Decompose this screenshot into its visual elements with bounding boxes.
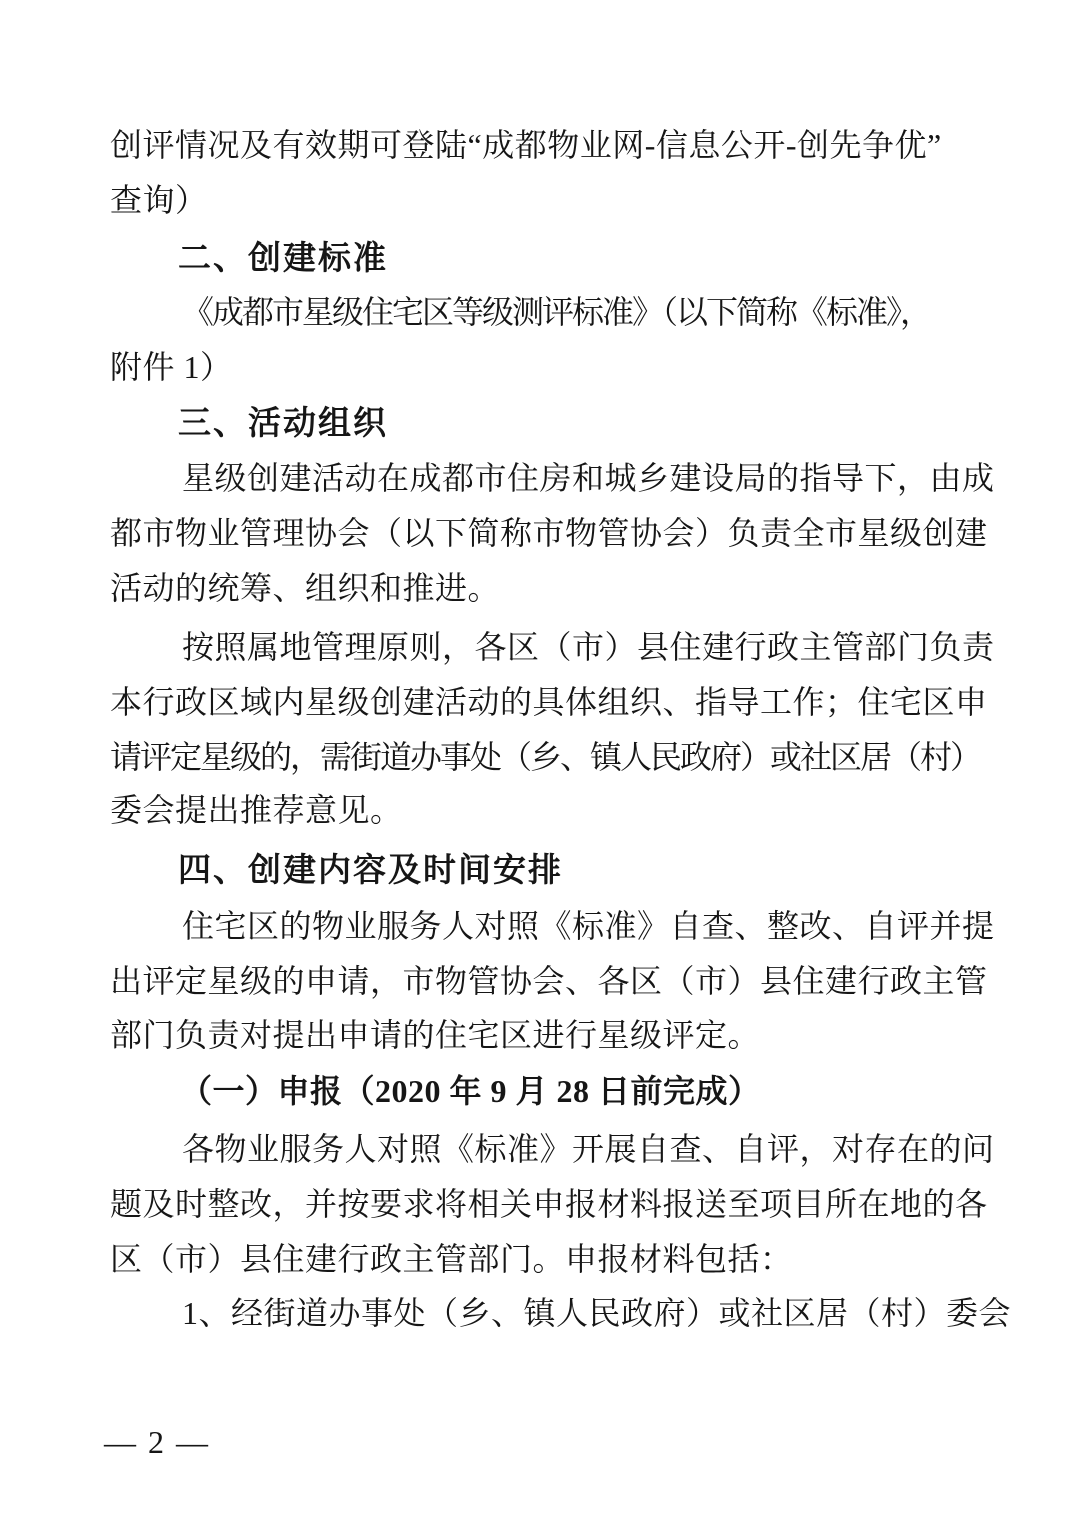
paragraph-line: 区（市）县住建行政主管部门。申报材料包括： <box>110 1241 793 1277</box>
paragraph-line: 按照属地管理原则，各区（市）县住建行政主管部门负责 <box>182 629 995 665</box>
paragraph-line: 查询） <box>110 182 208 218</box>
paragraph-line: 各物业服务人对照《标准》开展自查、自评，对存在的问 <box>182 1131 995 1167</box>
paragraph-line: 活动的统筹、组织和推进。 <box>110 570 501 606</box>
paragraph-line: 出评定星级的申请，市物管协会、各区（市）县住建行政主管 <box>110 963 988 999</box>
paragraph-line: 附件 1） <box>110 349 233 385</box>
paragraph-line: 题及时整改，并按要求将相关申报材料报送至项目所在地的各 <box>110 1186 988 1222</box>
paragraph-line: 1、经街道办事处（乡、镇人民政府）或社区居（村）委会 <box>182 1295 1012 1331</box>
paragraph-line: 本行政区域内星级创建活动的具体组织、指导工作；住宅区申 <box>110 684 988 720</box>
paragraph-line: 住宅区的物业服务人对照《标准》自查、整改、自评并提 <box>182 908 995 944</box>
paragraph-line: 都市物业管理协会（以下简称市物管协会）负责全市星级创建 <box>110 515 988 551</box>
paragraph-line: 委会提出推荐意见。 <box>110 792 403 828</box>
paragraph-line: 部门负责对提出申请的住宅区进行星级评定。 <box>110 1017 761 1053</box>
section-heading: 三、活动组织 <box>178 404 388 441</box>
section-heading: 四、创建内容及时间安排 <box>178 851 563 888</box>
subsection-heading: （一）申报（2020 年 9 月 28 日前完成） <box>180 1073 761 1109</box>
paragraph-line: 星级创建活动在成都市住房和城乡建设局的指导下，由成 <box>182 460 995 496</box>
page-number: — 2 — <box>104 1424 210 1460</box>
section-heading: 二、创建标准 <box>178 239 388 276</box>
paragraph-line: 《成都市星级住宅区等级测评标准》（以下简称《标准》， <box>182 294 931 330</box>
paragraph-line: 创评情况及有效期可登陆“成都物业网-信息公开-创先争优” <box>110 127 942 163</box>
paragraph-line: 请评定星级的，需街道办事处（乡、镇人民政府）或社区居（村） <box>110 739 981 775</box>
